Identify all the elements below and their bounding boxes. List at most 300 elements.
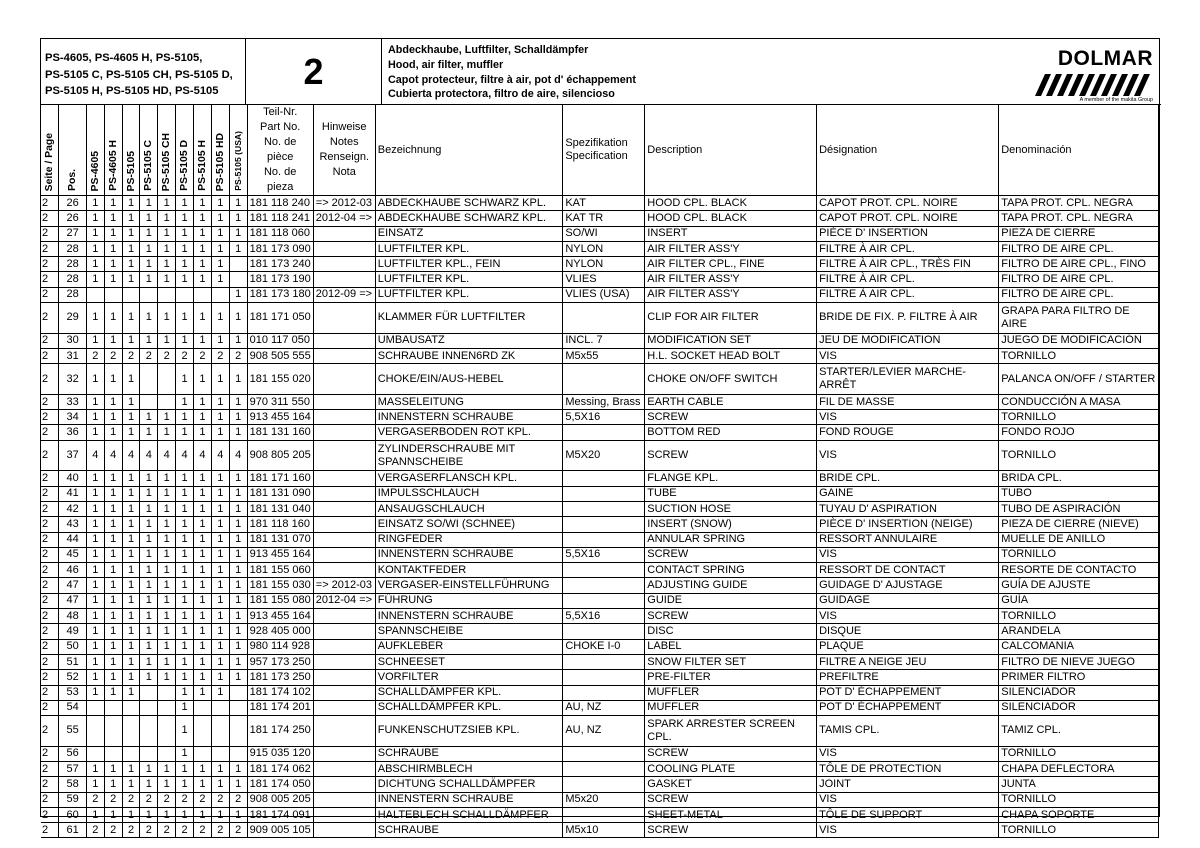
col-header-model: PS-5105 HD [211, 105, 229, 196]
cell-bezeichnung: VERGASER-EINSTELLFÜHRUNG [375, 578, 563, 593]
cell-qty: 1 [104, 593, 122, 608]
cell-part-no: 181 174 250 [247, 716, 313, 747]
cell-qty: 1 [86, 517, 104, 532]
cell-qty: 1 [140, 410, 158, 425]
cell-spec [563, 777, 645, 792]
table-row [41, 440, 1159, 471]
cell-qty [194, 716, 212, 747]
cell-qty: 1 [140, 578, 158, 593]
cell-bezeichnung: ABSCHIRMBLECH [375, 761, 563, 776]
cell-qty: 1 [140, 226, 158, 241]
col-header-model: PS-5105 (USA) [229, 105, 247, 196]
cell-description: SUCTION HOSE [645, 501, 817, 516]
cell-page: 2 [41, 226, 59, 241]
cell-qty: 1 [158, 211, 176, 226]
cell-qty: 1 [176, 501, 194, 516]
cell-part-no: 181 174 102 [247, 685, 313, 700]
cell-qty [86, 716, 104, 747]
cell-qty: 1 [229, 196, 247, 211]
cell-qty: 1 [211, 654, 229, 669]
table-row [41, 700, 1159, 715]
col-header-model: PS-4605 [86, 105, 104, 196]
cell-description: AIR FILTER CPL., FINE [645, 257, 817, 272]
logo-wordmark: DOLMAR [1057, 47, 1153, 70]
cell-qty: 4 [176, 440, 194, 471]
cell-qty: 1 [194, 593, 212, 608]
cell-qty: 1 [104, 654, 122, 669]
cell-description: AIR FILTER ASS'Y [645, 272, 817, 287]
cell-bezeichnung: ANSAUGSCHLAUCH [375, 501, 563, 516]
cell-bezeichnung: VORFILTER [375, 670, 563, 685]
cell-designation: VIS [817, 792, 999, 807]
cell-qty: 2 [86, 823, 104, 838]
cell-designation: CAPOT PROT. CPL. NOIRE [817, 196, 999, 211]
cell-page: 2 [41, 609, 59, 624]
cell-denominacion: CALCOMANIA [999, 639, 1159, 654]
cell-qty: 1 [229, 211, 247, 226]
cell-spec: M5X20 [563, 440, 645, 471]
cell-qty: 1 [104, 563, 122, 578]
cell-description: GUIDE [645, 593, 817, 608]
cell-part-no: 181 155 060 [247, 563, 313, 578]
cell-qty: 1 [211, 670, 229, 685]
col-header-model: PS-5105 D [176, 105, 194, 196]
cell-qty: 1 [211, 196, 229, 211]
cell-part-no: 181 155 080 [247, 593, 313, 608]
cell-designation: FILTRE À AIR CPL. [817, 241, 999, 256]
table-row [41, 287, 1159, 302]
cell-part-no: 181 171 160 [247, 471, 313, 486]
cell-qty: 1 [104, 471, 122, 486]
cell-pos: 61 [59, 823, 87, 838]
cell-qty: 1 [104, 226, 122, 241]
cell-page: 2 [41, 287, 59, 302]
cell-qty: 1 [229, 287, 247, 302]
col-header-denominacion: Denominación [999, 105, 1159, 196]
cell-spec: KAT TR [563, 211, 645, 226]
cell-spec [563, 670, 645, 685]
cell-denominacion: RESORTE DE CONTACTO [999, 563, 1159, 578]
cell-denominacion: JUNTA [999, 777, 1159, 792]
table-row [41, 501, 1159, 516]
table-row [41, 471, 1159, 486]
cell-part-no: 181 131 160 [247, 425, 313, 440]
cell-qty: 1 [140, 257, 158, 272]
cell-spec [563, 746, 645, 761]
cell-description: SCREW [645, 609, 817, 624]
cell-denominacion: TAPA PROT. CPL. NEGRA [999, 211, 1159, 226]
cell-bezeichnung: SCHRAUBE INNEN6RD ZK [375, 348, 563, 363]
cell-qty [229, 272, 247, 287]
cell-spec [563, 807, 645, 822]
cell-qty: 1 [194, 303, 212, 334]
cell-note: 2012-04 => [313, 593, 375, 608]
cell-part-no: 181 174 050 [247, 777, 313, 792]
cell-qty: 1 [122, 394, 140, 409]
cell-page: 2 [41, 303, 59, 334]
cell-qty: 1 [104, 624, 122, 639]
cell-qty: 1 [158, 761, 176, 776]
cell-note [313, 746, 375, 761]
cell-qty: 1 [140, 272, 158, 287]
parts-table [41, 105, 1159, 838]
cell-qty: 1 [86, 241, 104, 256]
cell-qty: 1 [194, 807, 212, 822]
cell-qty: 1 [140, 241, 158, 256]
table-row [41, 654, 1159, 669]
cell-page: 2 [41, 394, 59, 409]
cell-spec [563, 624, 645, 639]
cell-qty [140, 685, 158, 700]
cell-spec: SO/WI [563, 226, 645, 241]
cell-qty: 1 [229, 364, 247, 395]
cell-qty [140, 364, 158, 395]
cell-qty: 1 [158, 257, 176, 272]
cell-qty: 1 [122, 624, 140, 639]
cell-bezeichnung: LUFTFILTER KPL. [375, 241, 563, 256]
cell-qty: 1 [122, 578, 140, 593]
cell-qty: 1 [176, 746, 194, 761]
cell-qty: 1 [158, 609, 176, 624]
cell-qty [211, 287, 229, 302]
cell-note [313, 716, 375, 747]
cell-qty [158, 685, 176, 700]
cell-qty [122, 287, 140, 302]
cell-qty [86, 287, 104, 302]
cell-spec [563, 532, 645, 547]
cell-bezeichnung: SCHRAUBE [375, 823, 563, 838]
cell-pos: 28 [59, 272, 87, 287]
cell-qty: 1 [229, 563, 247, 578]
cell-qty: 1 [211, 257, 229, 272]
cell-denominacion: PRIMER FILTRO [999, 670, 1159, 685]
cell-qty: 1 [176, 394, 194, 409]
cell-qty: 1 [140, 303, 158, 334]
cell-page: 2 [41, 272, 59, 287]
cell-pos: 47 [59, 593, 87, 608]
cell-qty: 1 [122, 654, 140, 669]
cell-note [313, 685, 375, 700]
cell-qty: 1 [211, 211, 229, 226]
cell-spec: INCL. 7 [563, 333, 645, 348]
cell-qty: 1 [176, 624, 194, 639]
cell-qty: 1 [140, 425, 158, 440]
cell-description: MUFFLER [645, 700, 817, 715]
cell-qty [229, 700, 247, 715]
cell-qty: 2 [104, 823, 122, 838]
cell-qty: 1 [158, 532, 176, 547]
cell-page: 2 [41, 654, 59, 669]
cell-qty: 1 [211, 425, 229, 440]
cell-denominacion: FONDO ROJO [999, 425, 1159, 440]
cell-qty: 1 [86, 410, 104, 425]
cell-part-no: 181 131 070 [247, 532, 313, 547]
cell-denominacion: GRAPA PARA FILTRO DE AIRE [999, 303, 1159, 334]
cell-qty: 1 [229, 501, 247, 516]
cell-qty: 1 [140, 532, 158, 547]
cell-qty: 4 [104, 440, 122, 471]
cell-part-no: 181 118 160 [247, 517, 313, 532]
cell-designation: GAINE [817, 486, 999, 501]
cell-note [313, 823, 375, 838]
cell-designation: RESSORT ANNULAIRE [817, 532, 999, 547]
table-row [41, 517, 1159, 532]
cell-note: => 2012-03 [313, 578, 375, 593]
cell-qty: 2 [122, 823, 140, 838]
cell-qty: 1 [229, 394, 247, 409]
cell-page: 2 [41, 425, 59, 440]
cell-pos: 28 [59, 241, 87, 256]
cell-pos: 47 [59, 578, 87, 593]
cell-qty: 2 [86, 348, 104, 363]
cell-note [313, 364, 375, 395]
cell-qty: 1 [104, 639, 122, 654]
cell-qty: 1 [158, 670, 176, 685]
table-row [41, 685, 1159, 700]
cell-pos: 33 [59, 394, 87, 409]
col-header-designation: Désignation [817, 105, 999, 196]
cell-qty: 1 [122, 563, 140, 578]
cell-qty: 1 [104, 547, 122, 562]
cell-page: 2 [41, 593, 59, 608]
table-row [41, 394, 1159, 409]
cell-qty: 1 [122, 257, 140, 272]
cell-description: SCREW [645, 440, 817, 471]
cell-part-no: 909 005 105 [247, 823, 313, 838]
cell-page: 2 [41, 563, 59, 578]
cell-note [313, 609, 375, 624]
col-header-model: PS-5105 [122, 105, 140, 196]
cell-qty: 1 [140, 196, 158, 211]
cell-qty: 1 [86, 547, 104, 562]
cell-note [313, 700, 375, 715]
model-line: PS-5105 C, PS-5105 CH, PS-5105 D, [45, 68, 233, 81]
cell-page: 2 [41, 471, 59, 486]
cell-bezeichnung: LUFTFILTER KPL. [375, 287, 563, 302]
cell-bezeichnung: FÜHRUNG [375, 593, 563, 608]
cell-qty: 2 [86, 792, 104, 807]
cell-page: 2 [41, 196, 59, 211]
cell-qty: 1 [176, 410, 194, 425]
cell-page: 2 [41, 716, 59, 747]
cell-qty: 1 [194, 609, 212, 624]
cell-bezeichnung: ABDECKHAUBE SCHWARZ KPL. [375, 211, 563, 226]
cell-qty: 1 [194, 486, 212, 501]
cell-qty: 1 [229, 333, 247, 348]
cell-bezeichnung: VERGASERBODEN ROT KPL. [375, 425, 563, 440]
cell-qty: 1 [86, 593, 104, 608]
cell-page: 2 [41, 700, 59, 715]
cell-qty: 1 [211, 639, 229, 654]
cell-bezeichnung: ABDECKHAUBE SCHWARZ KPL. [375, 196, 563, 211]
cell-part-no: 908 505 555 [247, 348, 313, 363]
cell-qty [229, 257, 247, 272]
cell-qty: 1 [86, 624, 104, 639]
cell-qty: 1 [211, 394, 229, 409]
cell-pos: 53 [59, 685, 87, 700]
cell-denominacion: FILTRO DE NIEVE JUEGO [999, 654, 1159, 669]
cell-spec [563, 578, 645, 593]
cell-qty: 4 [211, 440, 229, 471]
cell-denominacion: PIEZA DE CIERRE (NIEVE) [999, 517, 1159, 532]
cell-qty: 1 [176, 654, 194, 669]
cell-qty: 1 [194, 670, 212, 685]
cell-qty: 1 [229, 241, 247, 256]
title-es: Cubierta protectora, filtro de aire, silencioso [388, 88, 615, 101]
cell-description: FLANGE KPL. [645, 471, 817, 486]
cell-qty: 1 [104, 807, 122, 822]
cell-qty: 1 [122, 639, 140, 654]
cell-page: 2 [41, 547, 59, 562]
cell-qty: 1 [122, 241, 140, 256]
table-row [41, 211, 1159, 226]
cell-qty: 1 [211, 501, 229, 516]
cell-pos: 30 [59, 333, 87, 348]
cell-qty: 1 [104, 196, 122, 211]
cell-part-no: 181 131 040 [247, 501, 313, 516]
cell-designation: PIÈCE D' INSERTION (NEIGE) [817, 517, 999, 532]
table-row [41, 578, 1159, 593]
cell-designation: DISQUE [817, 624, 999, 639]
cell-qty: 2 [104, 792, 122, 807]
cell-page: 2 [41, 501, 59, 516]
cell-page: 2 [41, 532, 59, 547]
cell-bezeichnung: INNENSTERN SCHRAUBE [375, 547, 563, 562]
cell-qty: 1 [194, 685, 212, 700]
cell-part-no: 181 174 201 [247, 700, 313, 715]
cell-page: 2 [41, 440, 59, 471]
cell-description: AIR FILTER ASS'Y [645, 287, 817, 302]
cell-qty: 1 [158, 272, 176, 287]
cell-pos: 29 [59, 303, 87, 334]
cell-designation: RESSORT DE CONTACT [817, 563, 999, 578]
cell-denominacion: TUBO DE ASPIRACIÓN [999, 501, 1159, 516]
cell-qty: 1 [194, 517, 212, 532]
table-row [41, 639, 1159, 654]
cell-qty: 1 [158, 654, 176, 669]
cell-designation: VIS [817, 823, 999, 838]
cell-part-no: 957 173 250 [247, 654, 313, 669]
table-row [41, 746, 1159, 761]
cell-spec: M5x20 [563, 792, 645, 807]
cell-page: 2 [41, 792, 59, 807]
cell-qty: 2 [122, 792, 140, 807]
cell-part-no: 181 118 240 [247, 196, 313, 211]
cell-qty: 1 [211, 364, 229, 395]
cell-qty [194, 700, 212, 715]
cell-qty: 1 [229, 547, 247, 562]
cell-part-no: 928 405 000 [247, 624, 313, 639]
cell-qty [176, 287, 194, 302]
col-header-spec: Spezifikation Specification [563, 105, 645, 196]
cell-qty: 1 [122, 685, 140, 700]
cell-designation: TAMIS CPL. [817, 716, 999, 747]
cell-bezeichnung: SCHALLDÄMPFER KPL. [375, 700, 563, 715]
cell-spec: M5x10 [563, 823, 645, 838]
table-row [41, 547, 1159, 562]
cell-qty: 1 [176, 685, 194, 700]
cell-part-no: 908 005 205 [247, 792, 313, 807]
cell-description: HOOD CPL. BLACK [645, 211, 817, 226]
table-row [41, 348, 1159, 363]
cell-qty: 1 [176, 593, 194, 608]
cell-qty: 1 [158, 517, 176, 532]
cell-note [313, 410, 375, 425]
cell-description: GASKET [645, 777, 817, 792]
cell-pos: 28 [59, 287, 87, 302]
cell-qty: 1 [122, 303, 140, 334]
cell-qty: 1 [86, 333, 104, 348]
cell-qty: 1 [86, 761, 104, 776]
col-header-page: Seite / Page [41, 105, 59, 196]
cell-page: 2 [41, 639, 59, 654]
cell-part-no: 181 173 250 [247, 670, 313, 685]
parts-table-body [41, 196, 1159, 838]
cell-denominacion: TAPA PROT. CPL. NEGRA [999, 196, 1159, 211]
cell-note [313, 486, 375, 501]
cell-bezeichnung: SCHNEESET [375, 654, 563, 669]
cell-qty: 1 [176, 761, 194, 776]
cell-qty: 1 [229, 639, 247, 654]
cell-pos: 44 [59, 532, 87, 547]
cell-part-no: 181 173 190 [247, 272, 313, 287]
cell-qty: 4 [194, 440, 212, 471]
cell-qty [211, 746, 229, 761]
cell-qty: 1 [176, 609, 194, 624]
cell-qty: 1 [86, 685, 104, 700]
cell-bezeichnung: AUFKLEBER [375, 639, 563, 654]
col-header-model: PS-4605 H [104, 105, 122, 196]
cell-qty: 1 [122, 532, 140, 547]
cell-description: BOTTOM RED [645, 425, 817, 440]
cell-qty: 1 [176, 241, 194, 256]
cell-qty: 1 [176, 425, 194, 440]
table-row [41, 303, 1159, 334]
cell-qty: 1 [122, 471, 140, 486]
cell-qty: 1 [140, 471, 158, 486]
cell-description: CHOKE ON/OFF SWITCH [645, 364, 817, 395]
cell-qty: 1 [194, 196, 212, 211]
cell-qty: 1 [194, 654, 212, 669]
cell-denominacion: FILTRO DE AIRE CPL. [999, 241, 1159, 256]
cell-qty: 1 [229, 777, 247, 792]
cell-note [313, 440, 375, 471]
cell-qty: 1 [229, 486, 247, 501]
cell-qty: 1 [194, 241, 212, 256]
cell-description: DISC [645, 624, 817, 639]
cell-qty: 1 [86, 196, 104, 211]
cell-qty: 1 [194, 272, 212, 287]
cell-spec [563, 501, 645, 516]
cell-qty: 4 [122, 440, 140, 471]
cell-qty: 1 [86, 425, 104, 440]
cell-qty: 1 [194, 471, 212, 486]
cell-qty: 1 [86, 807, 104, 822]
cell-qty: 1 [104, 486, 122, 501]
cell-bezeichnung: INNENSTERN SCHRAUBE [375, 410, 563, 425]
cell-qty: 1 [229, 624, 247, 639]
cell-qty: 1 [176, 211, 194, 226]
table-row [41, 563, 1159, 578]
cell-qty: 4 [229, 440, 247, 471]
cell-spec [563, 486, 645, 501]
cell-note [313, 425, 375, 440]
cell-spec: VLIES [563, 272, 645, 287]
cell-qty: 1 [158, 547, 176, 562]
cell-qty: 1 [176, 364, 194, 395]
cell-description: CLIP FOR AIR FILTER [645, 303, 817, 334]
cell-note [313, 241, 375, 256]
